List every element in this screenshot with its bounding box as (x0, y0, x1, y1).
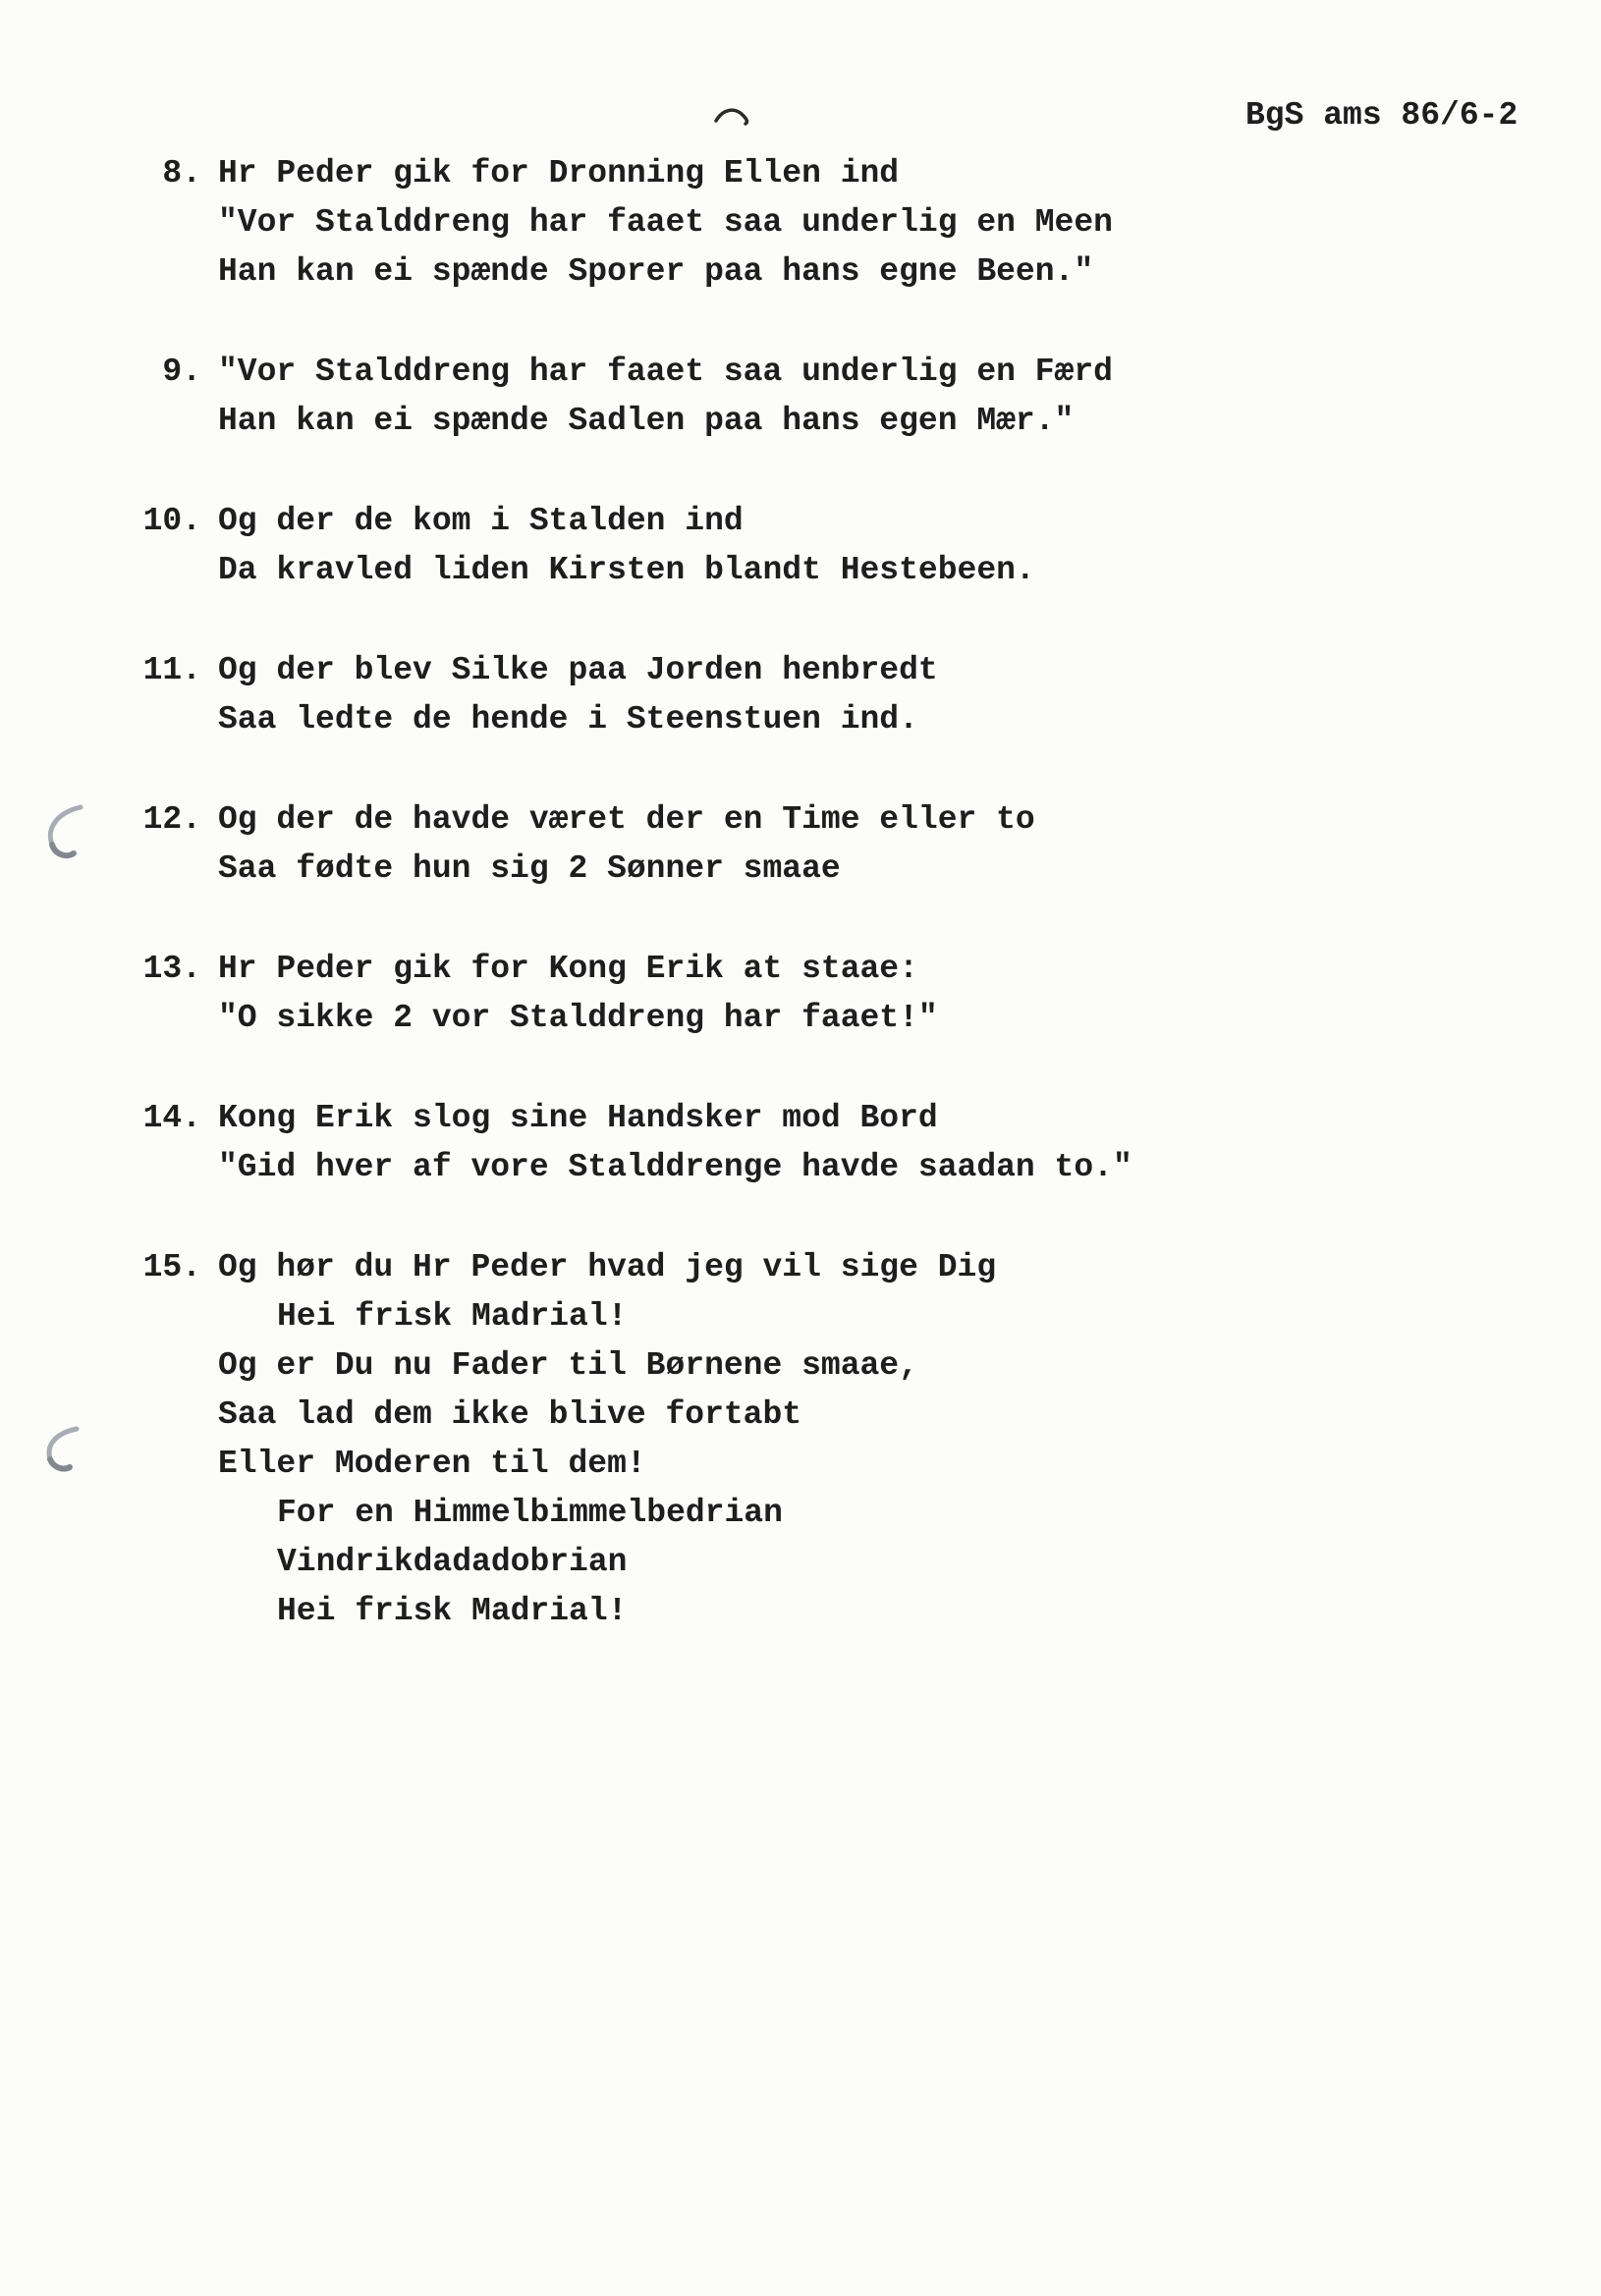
stanza-line: Saa fødte hun sig 2 Sønner smaae (218, 850, 841, 887)
stanza-line: "O sikke 2 vor Stalddreng har faaet!" (218, 1000, 938, 1036)
stanza-number: 12. (142, 801, 201, 838)
stanza-line: "Gid hver af vore Stalddrenge havde saadan to." (218, 1149, 1132, 1185)
stanza-line: Da kravled liden Kirsten blandt Hestebeen. (218, 552, 1035, 588)
poem-stanzas (0, 149, 1601, 1687)
stanza-line: Hr Peder gik for Kong Erik at staae: (218, 951, 918, 987)
stanza (0, 348, 1601, 446)
stanza (0, 646, 1601, 744)
stanza-number: 9. (162, 354, 201, 390)
stanza (0, 945, 1601, 1043)
stanza-number: 11. (142, 652, 201, 688)
stanza-line: Saa ledte de hende i Steenstuen ind. (218, 701, 918, 738)
archive-reference: BgS ams 86/6-2 (1245, 97, 1518, 134)
stanza-line: Hei frisk Madrial! (277, 1298, 628, 1335)
stanza-number: 15. (142, 1249, 201, 1285)
stanza-line: Han kan ei spænde Sadlen paa hans egen Mær." (218, 403, 1075, 439)
stanza (0, 149, 1601, 297)
stanza-line: Kong Erik slog sine Handsker mod Bord (218, 1100, 938, 1136)
stanza-line: Saa lad dem ikke blive fortabt (218, 1396, 802, 1433)
stanza-number: 13. (142, 951, 201, 987)
stanza-line: Og der de havde været der en Time eller to (218, 801, 1035, 838)
stanza (0, 1243, 1601, 1636)
stanza-line: Hei frisk Madrial! (277, 1593, 628, 1629)
stanza-line: Og der de kom i Stalden ind (218, 503, 744, 539)
stanza-line: Han kan ei spænde Sporer paa hans egne Been." (218, 253, 1094, 290)
stanza-line: Vindrikdadadobrian (277, 1544, 628, 1580)
stanza-line: Og der blev Silke paa Jorden henbredt (218, 652, 938, 688)
stanza (0, 1094, 1601, 1192)
stanza-number: 8. (162, 155, 201, 191)
stanza (0, 497, 1601, 595)
stanza-number: 14. (142, 1100, 201, 1136)
stanza-line: Hr Peder gik for Dronning Ellen ind (218, 155, 900, 191)
stanza-number: 10. (142, 503, 201, 539)
stanza-line: "Vor Stalddreng har faaet saa underlig en Meen (218, 204, 1113, 241)
stanza-line: Eller Moderen til dem! (218, 1446, 646, 1482)
stanza-line: Og er Du nu Fader til Børnene smaae, (218, 1347, 918, 1384)
stanza (0, 795, 1601, 894)
ink-squiggle-mark (713, 104, 756, 134)
stanza-line: "Vor Stalddreng har faaet saa underlig en Færd (218, 354, 1113, 390)
stanza-line: For en Himmelbimmelbedrian (277, 1495, 783, 1531)
stanza-line: Og hør du Hr Peder hvad jeg vil sige Dig (218, 1249, 997, 1285)
